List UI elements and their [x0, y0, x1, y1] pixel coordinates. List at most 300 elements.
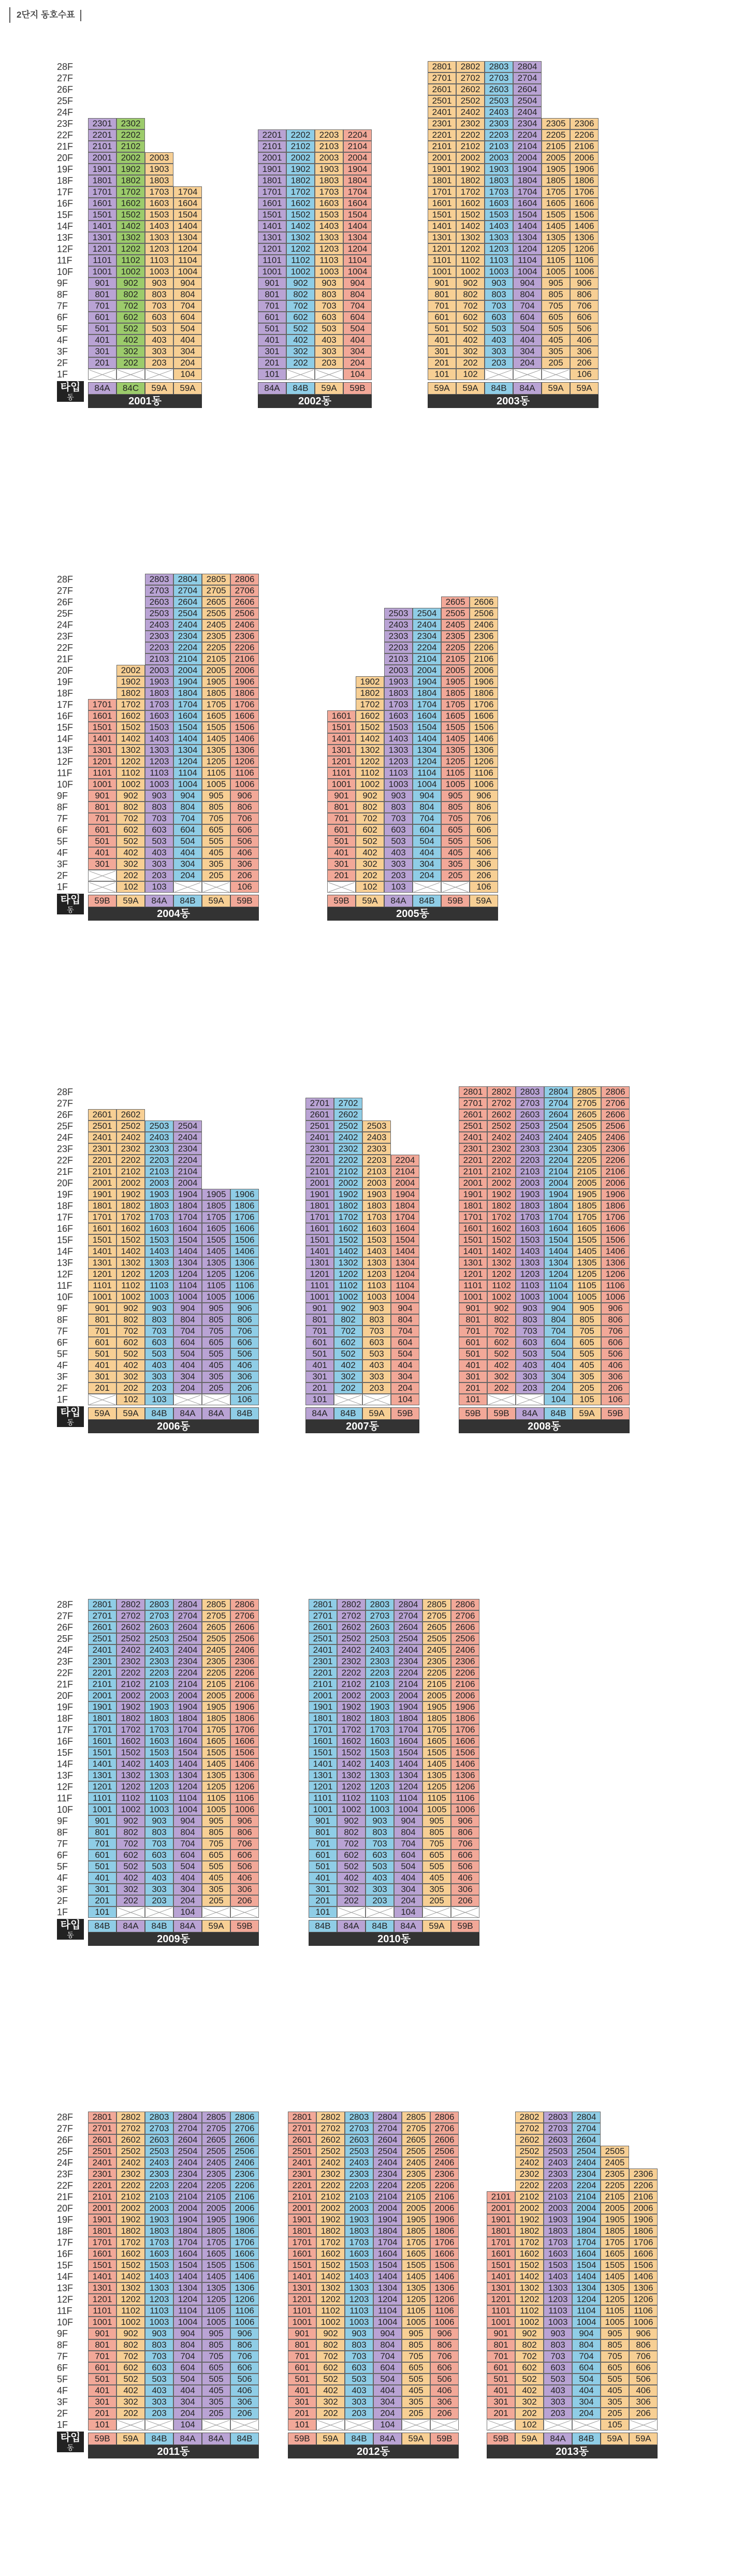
unit-cell[interactable]: 902: [116, 278, 145, 289]
unit-cell[interactable]: 303: [362, 1371, 391, 1382]
unit-cell[interactable]: 2805: [202, 1599, 230, 1610]
unit-cell[interactable]: 2004: [544, 1177, 573, 1189]
unit-cell[interactable]: 206: [230, 1895, 259, 1906]
unit-cell[interactable]: 2306: [451, 1656, 479, 1667]
unit-cell[interactable]: 902: [515, 2328, 544, 2339]
unit-cell[interactable]: 1401: [88, 221, 116, 232]
unit-cell[interactable]: 1903: [145, 2214, 173, 2225]
unit-cell[interactable]: 1302: [116, 2282, 145, 2294]
unit-cell[interactable]: 203: [544, 2408, 572, 2419]
unit-cell[interactable]: 1803: [145, 1713, 173, 1724]
unit-cell[interactable]: 502: [456, 323, 485, 334]
unit-cell[interactable]: 603: [145, 824, 173, 836]
unit-cell[interactable]: 1304: [572, 2282, 601, 2294]
unit-cell[interactable]: 2702: [515, 2123, 544, 2134]
unit-cell[interactable]: 1303: [145, 1770, 173, 1781]
unit-cell[interactable]: 1803: [145, 2225, 173, 2237]
unit-cell[interactable]: 406: [629, 2385, 658, 2396]
unit-cell[interactable]: 1501: [88, 1234, 116, 1246]
unit-cell[interactable]: 402: [116, 847, 145, 858]
unit-cell[interactable]: 1503: [145, 1234, 173, 1246]
unit-cell[interactable]: 104: [173, 369, 202, 380]
unit-cell[interactable]: 2505: [202, 2146, 230, 2157]
unit-cell[interactable]: 105: [573, 1394, 601, 1405]
unit-cell[interactable]: 1106: [629, 2305, 658, 2317]
unit-cell[interactable]: 1705: [202, 699, 230, 710]
unit-cell[interactable]: 1205: [542, 243, 570, 255]
unit-cell[interactable]: 1505: [202, 1747, 230, 1758]
unit-cell[interactable]: 1801: [428, 175, 456, 186]
unit-cell[interactable]: 304: [391, 1371, 419, 1382]
unit-cell[interactable]: 705: [402, 2351, 430, 2362]
unit-cell[interactable]: 2804: [173, 1599, 202, 1610]
unit-cell[interactable]: 1901: [258, 164, 286, 175]
unit-cell[interactable]: 2101: [88, 2191, 116, 2203]
unit-cell[interactable]: 1905: [202, 676, 230, 688]
unit-cell[interactable]: 402: [515, 2385, 544, 2396]
unit-cell[interactable]: 605: [202, 1850, 230, 1861]
unit-cell[interactable]: 1502: [456, 209, 485, 221]
unit-cell[interactable]: 604: [394, 1850, 422, 1861]
unit-cell[interactable]: 2101: [258, 141, 286, 152]
unit-cell[interactable]: 1105: [601, 2305, 629, 2317]
unit-cell[interactable]: 2201: [428, 129, 456, 141]
unit-cell[interactable]: 2103: [145, 1679, 173, 1690]
unit-cell[interactable]: 1703: [145, 1724, 173, 1736]
unit-cell[interactable]: 2102: [116, 1166, 145, 1177]
unit-cell[interactable]: 603: [145, 1850, 173, 1861]
unit-cell[interactable]: 1703: [145, 1212, 173, 1223]
unit-cell[interactable]: 204: [391, 1382, 419, 1394]
unit-cell[interactable]: 1701: [88, 186, 116, 198]
unit-cell[interactable]: 603: [362, 1337, 391, 1348]
unit-cell[interactable]: 2003: [544, 2203, 572, 2214]
unit-cell[interactable]: 1002: [116, 266, 145, 278]
unit-cell[interactable]: 2306: [629, 2169, 658, 2180]
unit-cell[interactable]: 1806: [470, 688, 498, 699]
unit-cell[interactable]: 801: [327, 802, 356, 813]
unit-cell[interactable]: 2702: [116, 1610, 145, 1622]
unit-cell[interactable]: 506: [230, 1348, 259, 1360]
unit-cell[interactable]: 1506: [451, 1747, 479, 1758]
unit-cell[interactable]: 806: [230, 1827, 259, 1838]
unit-cell[interactable]: 304: [343, 346, 372, 357]
unit-cell[interactable]: 105: [601, 2419, 629, 2431]
unit-cell[interactable]: 206: [570, 357, 599, 369]
unit-cell[interactable]: 904: [173, 1815, 202, 1827]
unit-cell[interactable]: 2105: [202, 653, 230, 665]
unit-cell[interactable]: 1505: [202, 2260, 230, 2271]
unit-cell[interactable]: 1301: [88, 232, 116, 243]
unit-cell[interactable]: 305: [402, 2396, 430, 2408]
unit-cell[interactable]: 1304: [394, 1770, 422, 1781]
unit-cell[interactable]: 1302: [487, 1257, 516, 1269]
unit-cell[interactable]: 506: [470, 836, 498, 847]
unit-cell[interactable]: 2104: [373, 2191, 402, 2203]
unit-cell[interactable]: 1802: [456, 175, 485, 186]
unit-cell[interactable]: 402: [116, 1360, 145, 1371]
unit-cell[interactable]: 2405: [441, 619, 470, 631]
unit-cell[interactable]: 2006: [451, 1690, 479, 1701]
unit-cell[interactable]: 301: [88, 1884, 116, 1895]
unit-cell[interactable]: 1802: [116, 1713, 145, 1724]
unit-cell[interactable]: 1906: [230, 2214, 259, 2225]
unit-cell[interactable]: 802: [356, 802, 384, 813]
unit-cell[interactable]: 404: [173, 2385, 202, 2396]
unit-cell[interactable]: 2506: [470, 608, 498, 619]
unit-cell[interactable]: 2004: [572, 2203, 601, 2214]
unit-cell[interactable]: 106: [230, 1394, 259, 1405]
unit-cell[interactable]: 1902: [116, 676, 145, 688]
unit-cell[interactable]: 2502: [456, 95, 485, 107]
unit-cell[interactable]: 1205: [573, 1269, 601, 1280]
unit-cell[interactable]: 1901: [88, 1189, 116, 1200]
unit-cell[interactable]: 1705: [573, 1212, 601, 1223]
unit-cell[interactable]: 2704: [173, 1610, 202, 1622]
unit-cell[interactable]: 1704: [343, 186, 372, 198]
unit-cell[interactable]: 804: [391, 1314, 419, 1326]
unit-cell[interactable]: 1103: [485, 255, 513, 266]
unit-cell[interactable]: 2802: [116, 1599, 145, 1610]
unit-cell[interactable]: 2405: [202, 1644, 230, 1656]
unit-cell[interactable]: 302: [116, 858, 145, 870]
unit-cell[interactable]: 2706: [451, 1610, 479, 1622]
unit-cell[interactable]: 403: [345, 2385, 373, 2396]
unit-cell[interactable]: 2704: [572, 2123, 601, 2134]
unit-cell[interactable]: 1703: [145, 699, 173, 710]
unit-cell[interactable]: 102: [456, 369, 485, 380]
unit-cell[interactable]: 2702: [456, 72, 485, 84]
unit-cell[interactable]: 303: [544, 2396, 572, 2408]
unit-cell[interactable]: 2704: [394, 1610, 422, 1622]
unit-cell[interactable]: 805: [422, 1827, 451, 1838]
unit-cell[interactable]: 1703: [485, 186, 513, 198]
unit-cell[interactable]: 203: [384, 870, 413, 881]
unit-cell[interactable]: 202: [116, 1895, 145, 1906]
unit-cell[interactable]: 1003: [145, 1291, 173, 1303]
unit-cell[interactable]: 1901: [288, 2214, 316, 2225]
unit-cell[interactable]: 702: [456, 300, 485, 312]
unit-cell[interactable]: 1202: [356, 756, 384, 767]
unit-cell[interactable]: 706: [601, 1326, 630, 1337]
unit-cell[interactable]: 204: [173, 2408, 202, 2419]
unit-cell[interactable]: 506: [230, 836, 259, 847]
unit-cell[interactable]: 2402: [337, 1644, 366, 1656]
unit-cell[interactable]: 1303: [345, 2282, 373, 2294]
unit-cell[interactable]: 1601: [487, 2248, 515, 2260]
unit-cell[interactable]: 1903: [145, 164, 173, 175]
unit-cell[interactable]: 1605: [202, 1223, 230, 1234]
unit-cell[interactable]: 1604: [394, 1736, 422, 1747]
unit-cell[interactable]: 302: [334, 1371, 362, 1382]
unit-cell[interactable]: 2105: [402, 2191, 430, 2203]
unit-cell[interactable]: 1502: [515, 2260, 544, 2271]
unit-cell[interactable]: 2402: [515, 2157, 544, 2169]
unit-cell[interactable]: 803: [544, 2339, 572, 2351]
unit-cell[interactable]: 1404: [394, 1758, 422, 1770]
unit-cell[interactable]: 1702: [334, 1212, 362, 1223]
unit-cell[interactable]: 1903: [485, 164, 513, 175]
unit-cell[interactable]: 1301: [288, 2282, 316, 2294]
unit-cell[interactable]: 1103: [145, 767, 173, 779]
unit-cell[interactable]: 1101: [309, 1793, 337, 1804]
unit-cell[interactable]: 1905: [202, 1189, 230, 1200]
unit-cell[interactable]: 2405: [573, 1132, 601, 1143]
unit-cell[interactable]: 2701: [88, 2123, 116, 2134]
unit-cell[interactable]: 1303: [315, 232, 343, 243]
unit-cell[interactable]: 406: [451, 1872, 479, 1884]
unit-cell[interactable]: 1401: [288, 2271, 316, 2282]
unit-cell[interactable]: 701: [288, 2351, 316, 2362]
unit-cell[interactable]: 104: [343, 369, 372, 380]
unit-cell[interactable]: 602: [116, 2362, 145, 2374]
unit-cell[interactable]: 1705: [542, 186, 570, 198]
unit-cell[interactable]: 1006: [629, 2317, 658, 2328]
unit-cell[interactable]: 1105: [402, 2305, 430, 2317]
unit-cell[interactable]: 2504: [373, 2146, 402, 2157]
unit-cell[interactable]: 906: [470, 790, 498, 802]
unit-cell[interactable]: 1106: [230, 767, 259, 779]
unit-cell[interactable]: 2203: [384, 642, 413, 653]
unit-cell[interactable]: 401: [309, 1872, 337, 1884]
unit-cell[interactable]: 305: [202, 1884, 230, 1895]
unit-cell[interactable]: 901: [428, 278, 456, 289]
unit-cell[interactable]: 1701: [88, 2237, 116, 2248]
unit-cell[interactable]: 503: [544, 2374, 572, 2385]
unit-cell[interactable]: 1303: [544, 2282, 572, 2294]
unit-cell[interactable]: 1804: [544, 1200, 573, 1212]
unit-cell[interactable]: 2002: [116, 152, 145, 164]
unit-cell[interactable]: 1404: [391, 1246, 419, 1257]
unit-cell[interactable]: 203: [366, 1895, 394, 1906]
unit-cell[interactable]: 2105: [601, 2191, 629, 2203]
unit-cell[interactable]: 2601: [88, 1109, 116, 1120]
unit-cell[interactable]: 1603: [384, 710, 413, 722]
unit-cell[interactable]: 602: [337, 1850, 366, 1861]
unit-cell[interactable]: 2005: [573, 1177, 601, 1189]
unit-cell[interactable]: 2405: [422, 1644, 451, 1656]
unit-cell[interactable]: 1606: [470, 710, 498, 722]
unit-cell[interactable]: 2301: [88, 118, 116, 129]
unit-cell[interactable]: 2005: [542, 152, 570, 164]
unit-cell[interactable]: 806: [470, 802, 498, 813]
unit-cell[interactable]: 1303: [145, 745, 173, 756]
unit-cell[interactable]: 2002: [286, 152, 315, 164]
unit-cell[interactable]: 2305: [573, 1143, 601, 1155]
unit-cell[interactable]: 2004: [173, 665, 202, 676]
unit-cell[interactable]: 603: [145, 312, 173, 323]
unit-cell[interactable]: 703: [516, 1326, 544, 1337]
unit-cell[interactable]: 1401: [88, 1246, 116, 1257]
unit-cell[interactable]: 1503: [384, 722, 413, 733]
unit-cell[interactable]: 306: [601, 1371, 630, 1382]
unit-cell[interactable]: 2503: [145, 2146, 173, 2157]
unit-cell[interactable]: 804: [572, 2339, 601, 2351]
unit-cell[interactable]: 202: [116, 2408, 145, 2419]
unit-cell[interactable]: 201: [309, 1895, 337, 1906]
unit-cell[interactable]: 1402: [487, 1246, 516, 1257]
unit-cell[interactable]: 1004: [544, 1291, 573, 1303]
unit-cell[interactable]: 403: [384, 847, 413, 858]
unit-cell[interactable]: 1001: [487, 2317, 515, 2328]
unit-cell[interactable]: 1804: [173, 1713, 202, 1724]
unit-cell[interactable]: 2106: [430, 2191, 459, 2203]
unit-cell[interactable]: 504: [394, 1861, 422, 1872]
unit-cell[interactable]: 1404: [343, 221, 372, 232]
unit-cell[interactable]: 1103: [544, 2305, 572, 2317]
unit-cell[interactable]: 701: [487, 2351, 515, 2362]
unit-cell[interactable]: 2504: [173, 1120, 202, 1132]
unit-cell[interactable]: 404: [343, 334, 372, 346]
unit-cell[interactable]: 1101: [428, 255, 456, 266]
unit-cell[interactable]: 2403: [516, 1132, 544, 1143]
unit-cell[interactable]: 306: [230, 1371, 259, 1382]
unit-cell[interactable]: 603: [315, 312, 343, 323]
unit-cell[interactable]: 1105: [573, 1280, 601, 1291]
unit-cell[interactable]: 1104: [572, 2305, 601, 2317]
unit-cell[interactable]: 1504: [173, 209, 202, 221]
unit-cell[interactable]: 506: [230, 1861, 259, 1872]
unit-cell[interactable]: 301: [88, 1371, 116, 1382]
unit-cell[interactable]: 403: [145, 1872, 173, 1884]
unit-cell[interactable]: 2802: [515, 2112, 544, 2123]
unit-cell[interactable]: 204: [373, 2408, 402, 2419]
unit-cell[interactable]: 1006: [451, 1804, 479, 1815]
unit-cell[interactable]: 204: [394, 1895, 422, 1906]
unit-cell[interactable]: 2805: [202, 2112, 230, 2123]
unit-cell[interactable]: 703: [366, 1838, 394, 1850]
unit-cell[interactable]: 704: [413, 813, 441, 824]
unit-cell[interactable]: 1702: [487, 1212, 516, 1223]
unit-cell[interactable]: 1402: [116, 221, 145, 232]
unit-cell[interactable]: 203: [145, 1382, 173, 1394]
unit-cell[interactable]: 605: [542, 312, 570, 323]
unit-cell[interactable]: 1502: [316, 2260, 345, 2271]
unit-cell[interactable]: 1502: [116, 1234, 145, 1246]
unit-cell[interactable]: 1602: [116, 198, 145, 209]
unit-cell[interactable]: 803: [145, 1314, 173, 1326]
unit-cell[interactable]: 2605: [402, 2134, 430, 2146]
unit-cell[interactable]: 903: [145, 1815, 173, 1827]
unit-cell[interactable]: 505: [422, 1861, 451, 1872]
unit-cell[interactable]: 2401: [309, 1644, 337, 1656]
unit-cell[interactable]: 1603: [145, 710, 173, 722]
unit-cell[interactable]: 1101: [258, 255, 286, 266]
unit-cell[interactable]: 705: [202, 1326, 230, 1337]
unit-cell[interactable]: 702: [116, 300, 145, 312]
unit-cell[interactable]: 1102: [116, 255, 145, 266]
unit-cell[interactable]: 204: [513, 357, 542, 369]
unit-cell[interactable]: 2303: [544, 2169, 572, 2180]
unit-cell[interactable]: 803: [315, 289, 343, 300]
unit-cell[interactable]: 1006: [601, 1291, 630, 1303]
unit-cell[interactable]: 2002: [334, 1177, 362, 1189]
unit-cell[interactable]: 1606: [230, 1223, 259, 1234]
unit-cell[interactable]: 2203: [544, 2180, 572, 2191]
unit-cell[interactable]: 405: [202, 1872, 230, 1884]
unit-cell[interactable]: 2406: [451, 1644, 479, 1656]
unit-cell[interactable]: 1903: [362, 1189, 391, 1200]
unit-cell[interactable]: 1905: [202, 1701, 230, 1713]
unit-cell[interactable]: 701: [88, 1326, 116, 1337]
unit-cell[interactable]: 2603: [485, 84, 513, 95]
unit-cell[interactable]: 2405: [202, 2157, 230, 2169]
unit-cell[interactable]: 1203: [384, 756, 413, 767]
unit-cell[interactable]: 2604: [173, 1622, 202, 1633]
unit-cell[interactable]: 2102: [334, 1166, 362, 1177]
unit-cell[interactable]: 701: [88, 2351, 116, 2362]
unit-cell[interactable]: 801: [88, 2339, 116, 2351]
unit-cell[interactable]: 2001: [487, 2203, 515, 2214]
unit-cell[interactable]: 304: [413, 858, 441, 870]
unit-cell[interactable]: 1101: [88, 1280, 116, 1291]
unit-cell[interactable]: 706: [230, 1838, 259, 1850]
unit-cell[interactable]: 1202: [334, 1269, 362, 1280]
unit-cell[interactable]: 1101: [88, 255, 116, 266]
unit-cell[interactable]: 903: [516, 1303, 544, 1314]
unit-cell[interactable]: 1603: [345, 2248, 373, 2260]
unit-cell[interactable]: 2004: [391, 1177, 419, 1189]
unit-cell[interactable]: 2003: [145, 1690, 173, 1701]
unit-cell[interactable]: 602: [487, 1337, 516, 1348]
unit-cell[interactable]: 2402: [334, 1132, 362, 1143]
unit-cell[interactable]: 1102: [487, 1280, 516, 1291]
unit-cell[interactable]: 1904: [373, 2214, 402, 2225]
unit-cell[interactable]: 2302: [116, 1143, 145, 1155]
unit-cell[interactable]: 903: [544, 2328, 572, 2339]
unit-cell[interactable]: 1804: [173, 1200, 202, 1212]
unit-cell[interactable]: 1406: [470, 733, 498, 745]
unit-cell[interactable]: 1406: [570, 221, 599, 232]
unit-cell[interactable]: 1004: [173, 2317, 202, 2328]
unit-cell[interactable]: 1001: [258, 266, 286, 278]
unit-cell[interactable]: 603: [145, 2362, 173, 2374]
unit-cell[interactable]: 1502: [116, 1747, 145, 1758]
unit-cell[interactable]: 1602: [286, 198, 315, 209]
unit-cell[interactable]: 2204: [391, 1155, 419, 1166]
unit-cell[interactable]: 1801: [258, 175, 286, 186]
unit-cell[interactable]: 2405: [202, 619, 230, 631]
unit-cell[interactable]: 1406: [230, 1758, 259, 1770]
unit-cell[interactable]: 301: [288, 2396, 316, 2408]
unit-cell[interactable]: 501: [88, 2374, 116, 2385]
unit-cell[interactable]: 902: [116, 1815, 145, 1827]
unit-cell[interactable]: 1004: [391, 1291, 419, 1303]
unit-cell[interactable]: 1604: [173, 1223, 202, 1234]
unit-cell[interactable]: 2205: [402, 2180, 430, 2191]
unit-cell[interactable]: 603: [366, 1850, 394, 1861]
unit-cell[interactable]: 2103: [362, 1166, 391, 1177]
unit-cell[interactable]: 1503: [516, 1234, 544, 1246]
unit-cell[interactable]: 401: [428, 334, 456, 346]
unit-cell[interactable]: 905: [202, 1815, 230, 1827]
unit-cell[interactable]: 1501: [88, 2260, 116, 2271]
unit-cell[interactable]: 1502: [116, 2260, 145, 2271]
unit-cell[interactable]: 104: [173, 2419, 202, 2431]
unit-cell[interactable]: 1103: [145, 255, 173, 266]
unit-cell[interactable]: 202: [116, 870, 145, 881]
unit-cell[interactable]: 1901: [487, 2214, 515, 2225]
unit-cell[interactable]: 1303: [366, 1770, 394, 1781]
unit-cell[interactable]: 1506: [230, 2260, 259, 2271]
unit-cell[interactable]: 904: [394, 1815, 422, 1827]
unit-cell[interactable]: 1206: [601, 1269, 630, 1280]
unit-cell[interactable]: 1305: [601, 2282, 629, 2294]
unit-cell[interactable]: 1304: [513, 232, 542, 243]
unit-cell[interactable]: 1602: [116, 1223, 145, 1234]
unit-cell[interactable]: 1905: [422, 1701, 451, 1713]
unit-cell[interactable]: 2504: [173, 1633, 202, 1644]
